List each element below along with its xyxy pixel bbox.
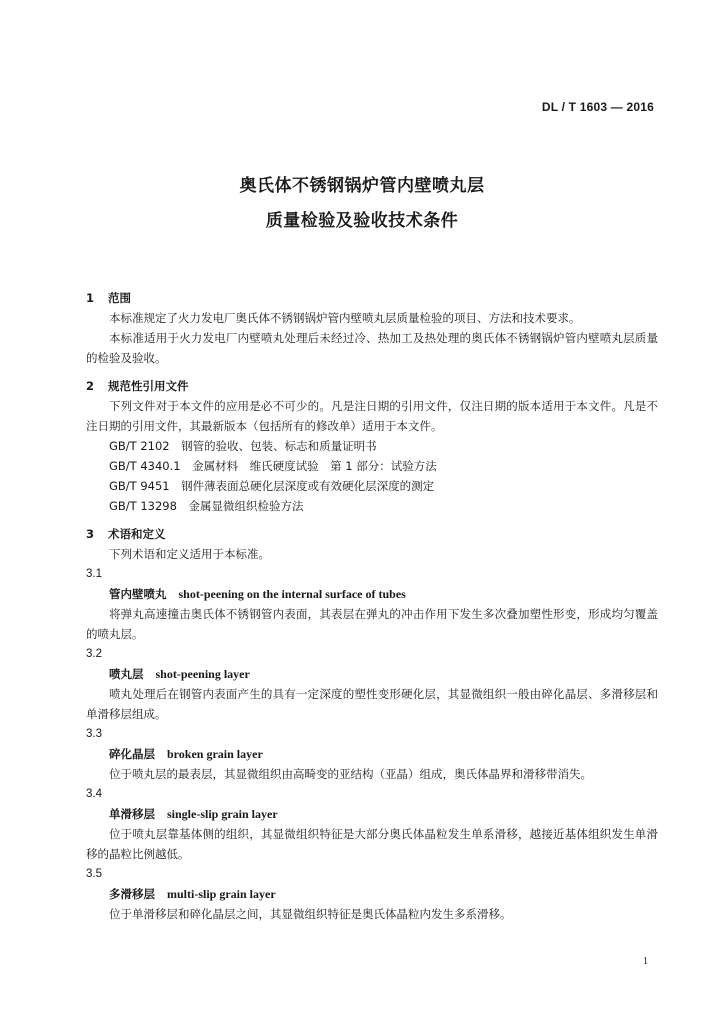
section-title: 术语和定义: [108, 527, 166, 541]
term-definition: 位于单滑移层和碎化晶层之间，其显微组织特征是奥氏体晶粒内发生多系滑移。: [109, 907, 512, 921]
section-number: 3: [86, 527, 95, 541]
term-zh: 多滑移层: [109, 887, 155, 901]
term-number: 3.1: [86, 568, 102, 580]
term-definition: 位于喷丸层靠基体侧的组织，其显微组织特征是大部分奥氏体晶粒发生单系滑移，越接近基体组织发生单滑移的晶粒比例越低。: [86, 827, 658, 861]
document-title-line1: 奥氏体不锈钢锅炉管内壁喷丸层: [239, 176, 485, 196]
term-en: broken grain layer: [167, 747, 263, 761]
term-heading: [86, 584, 658, 604]
document-body: [86, 288, 658, 924]
paragraph: 下列术语和定义适用于本标准。: [109, 547, 270, 561]
reference-item: GB/T 4340.1 金属材料 维氏硬度试验 第 1 部分：试验方法: [109, 459, 437, 473]
term-heading: [86, 664, 658, 684]
section-title: 规范性引用文件: [108, 379, 189, 393]
reference-item: GB/T 13298 金属显微组织检验方法: [109, 499, 304, 513]
term-en: multi-slip grain layer: [167, 887, 276, 901]
term-number: 3.5: [86, 868, 102, 880]
page-number: 1: [643, 956, 648, 967]
term-en: shot-peening on the internal surface of tubes: [178, 587, 406, 601]
term-definition: 喷丸处理后在钢管内表面产生的具有一定深度的塑性变形硬化层，其显微组织一般由碎化晶层、多滑移层和单滑移层组成。: [86, 687, 658, 721]
term-number: 3.4: [86, 788, 102, 800]
term-zh: 单滑移层: [109, 807, 155, 821]
section-heading: [86, 288, 658, 308]
term-zh: 管内壁喷丸: [109, 587, 167, 601]
term-heading: [86, 744, 658, 764]
section-title: 范围: [108, 291, 131, 305]
paragraph: 本标准规定了火力发电厂奥氏体不锈钢锅炉管内壁喷丸层质量检验的项目、方法和技术要求。: [109, 311, 581, 325]
section-number: 1: [86, 291, 95, 305]
term-definition: 位于喷丸层的最表层，其显微组织由高畸变的亚结构（亚晶）组成，奥氏体晶界和滑移带消失。: [109, 767, 592, 781]
section-number: 2: [86, 379, 95, 393]
standard-code: DL / T 1603 — 2016: [541, 100, 654, 114]
term-zh: 喷丸层: [109, 667, 144, 681]
section-heading: [86, 524, 658, 544]
term-en: single-slip grain layer: [167, 807, 278, 821]
section-heading: [86, 376, 658, 396]
reference-item: GB/T 9451 钢件薄表面总硬化层深度或有效硬化层深度的测定: [109, 479, 435, 493]
document-title-line2: 质量检验及验收技术条件: [265, 211, 459, 231]
term-heading: [86, 804, 658, 824]
paragraph: 下列文件对于本文件的应用是必不可少的。凡是注日期的引用文件，仅注日期的版本适用于本文件。凡是不注日期的引用文件，其最新版本（包括所有的修改单）适用于本文件。: [86, 399, 658, 433]
term-zh: 碎化晶层: [109, 747, 155, 761]
term-heading: [86, 884, 658, 904]
term-definition: 将弹丸高速撞击奥氏体不锈钢管内表面，其表层在弹丸的冲击作用下发生多次叠加塑性形变，形成均匀覆盖的喷丸层。: [86, 607, 658, 641]
term-en: shot-peening layer: [155, 667, 250, 681]
term-number: 3.3: [86, 728, 102, 740]
reference-item: GB/T 2102 钢管的验收、包装、标志和质量证明书: [109, 439, 377, 453]
term-number: 3.2: [86, 648, 102, 660]
paragraph: 本标准适用于火力发电厂内壁喷丸处理后未经过冷、热加工及热处理的奥氏体不锈钢锅炉管内壁喷丸层质量的检验及验收。: [86, 331, 658, 365]
